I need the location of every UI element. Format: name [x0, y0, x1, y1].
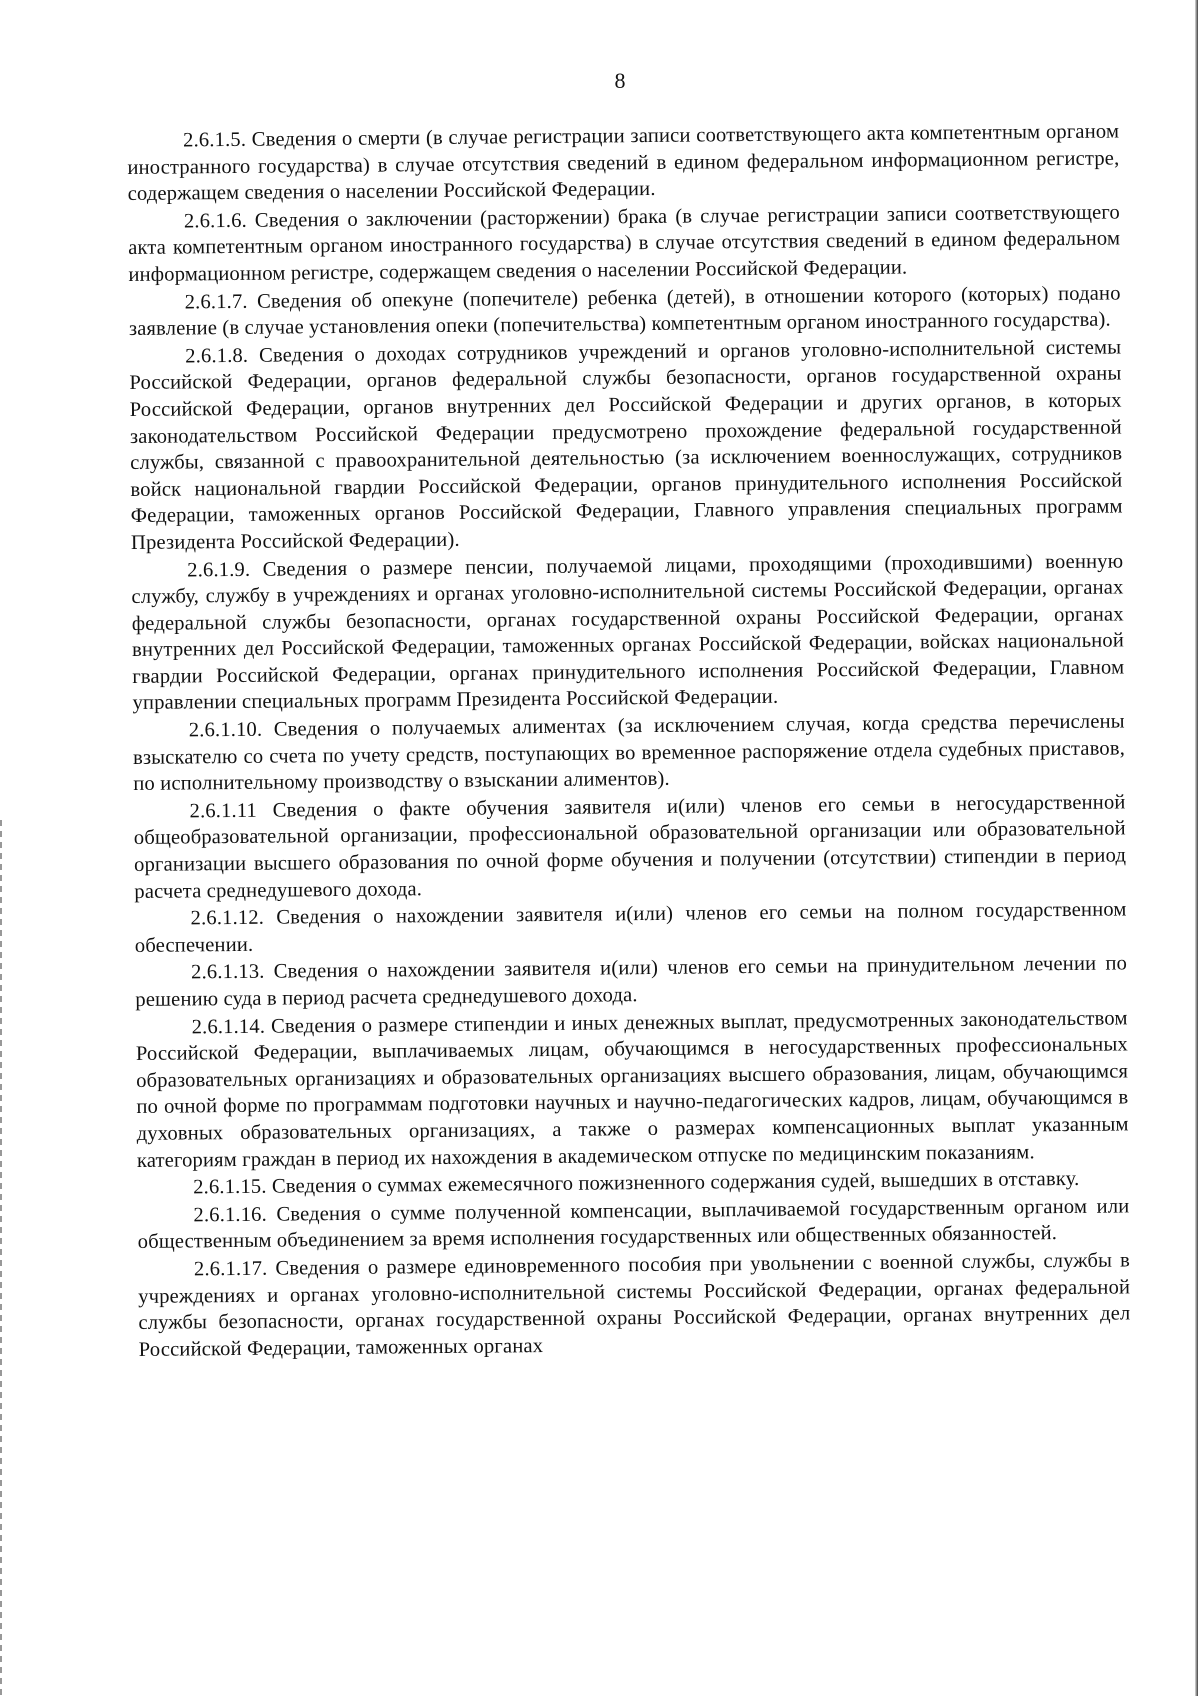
paragraph-2-6-1-15: 2.6.1.15. Сведения о суммах ежемесячного пожизненного содержания судей, вышедших в отставку. — [193, 1168, 1080, 1199]
paragraph-2-6-1-16: 2.6.1.16. Сведения о сумме полученной компенсации, выплачиваемой государственным органом или общественным объединением за время исполнения государственных или общественных обязанностей. — [137, 1195, 1130, 1254]
paragraph-2-6-1-6: 2.6.1.6. Сведения о заключении (расторжении) брака (в случае регистрации записи соответствующего акта компетентным органом иностранного государства) в случае отсутствия сведений в едином федеральном информационном регистре, содержащем сведения о населении Российской Федерации. — [128, 201, 1121, 286]
paragraph-2-6-1-8: 2.6.1.8. Сведения о доходах сотрудников учреждений и органов уголовно-исполнительной системы Российской Федерации, органов федеральной службы безопасности, органов государственной охраны Российской Федерации, органов внутренних дел Российской Федерации и других органов, в которых законодательством Российской Федерации предусмотрено прохождение федеральной государственной службы, связанной с правоохранительной деятельностью (за исключением военнослужащих, сотрудников войск национальной гвардии Российской Федерации, органов принудительного исполнения Российской Федерации, таможенных органов Российской Федерации, Главного управления специальных программ Президента Российской Федерации). — [129, 336, 1123, 554]
page-number: 8 — [614, 68, 626, 93]
paragraph-2-6-1-11: 2.6.1.11 Сведения о факте обучения заявителя и(или) членов его семьи в негосударственной общеобразовательной организации, профессиональной образовательной организации или образовательной организации высшего образования по очной форме обучения и получении (отсутствии) стипендии в период расчета среднедушевого дохода. — [133, 791, 1127, 903]
paragraph-2-6-1-17: 2.6.1.17. Сведения о размере единовременного пособия при увольнении с военной службы, службы в учреждениях и органах уголовно-исполнительной системы Российской Федерации, органах федеральной службы безопасности, органах государственной охраны Российской Федерации, органах внутренних дел Российской Федерации, таможенных органах — [138, 1249, 1131, 1361]
paragraph-2-6-1-5: 2.6.1.5. Сведения о смерти (в случае регистрации записи соответствующего акта компетентным органом иностранного государства) в случае отсутствия сведений в едином федеральном информационном регистре, содержащем сведения о населении Российской Федерации. — [127, 120, 1120, 206]
document-body — [127, 118, 1131, 1364]
paragraph-2-6-1-7: 2.6.1.7. Сведения об опекуне (попечителе) ребенка (детей), в отношении которого (которых) подано заявление (в случае установления опеки (попечительства) компетентным органом иностранного государства). — [128, 282, 1121, 341]
paragraph-2-6-1-12: 2.6.1.12. Сведения о нахождении заявителя и(или) членов его семьи на полном государственном обеспечении. — [134, 898, 1127, 957]
paragraph-2-6-1-14: 2.6.1.14. Сведения о размере стипендии и иных денежных выплат, предусмотренных законодательством Российской Федерации, выплачиваемых лицам, обучающимся в негосударственных профессиональных образовательных организациях и образовательных организациях высшего образования, лицам, обучающимся по очной форме по программам подготовки научных и научно-педагогических кадров, лицам, обучающимся в духовных образовательных организациях, а также о размерах компенсационных выплат указанным категориям граждан в период их нахождения в академическом отпуске по медицинским показаниям. — [135, 1007, 1129, 1172]
paragraph-2-6-1-10: 2.6.1.10. Сведения о получаемых алиментах (за исключением случая, когда средства перечислены взыскателю со счета по учету средств, поступающих во временное распоряжение отдела судебных приставов, по исполнительному производству о взыскании алиментов). — [132, 710, 1126, 796]
scan-edge-left — [0, 820, 2, 1696]
paragraph-2-6-1-13: 2.6.1.13. Сведения о нахождении заявителя и(или) членов его семьи на принудительном лечении по решению суда в период расчета среднедушевого дохода. — [135, 952, 1128, 1011]
scan-edge-right — [1195, 0, 1198, 1696]
paragraph-2-6-1-9: 2.6.1.9. Сведения о размере пенсии, получаемой лицами, проходящими (проходившими) военную службу, службу в учреждениях и органах уголовно-исполнительной системы Российской Федерации, органах федеральной службы безопасности, органах государственной охраны Российской Федерации, органах внутренних дел Российской Федерации, таможенных органах Российской Федерации, войсках национальной гвардии Российской Федерации, органах принудительного исполнения Российской Федерации, Главном управлении специальных программ Президента Российской Федерации. — [131, 549, 1125, 715]
